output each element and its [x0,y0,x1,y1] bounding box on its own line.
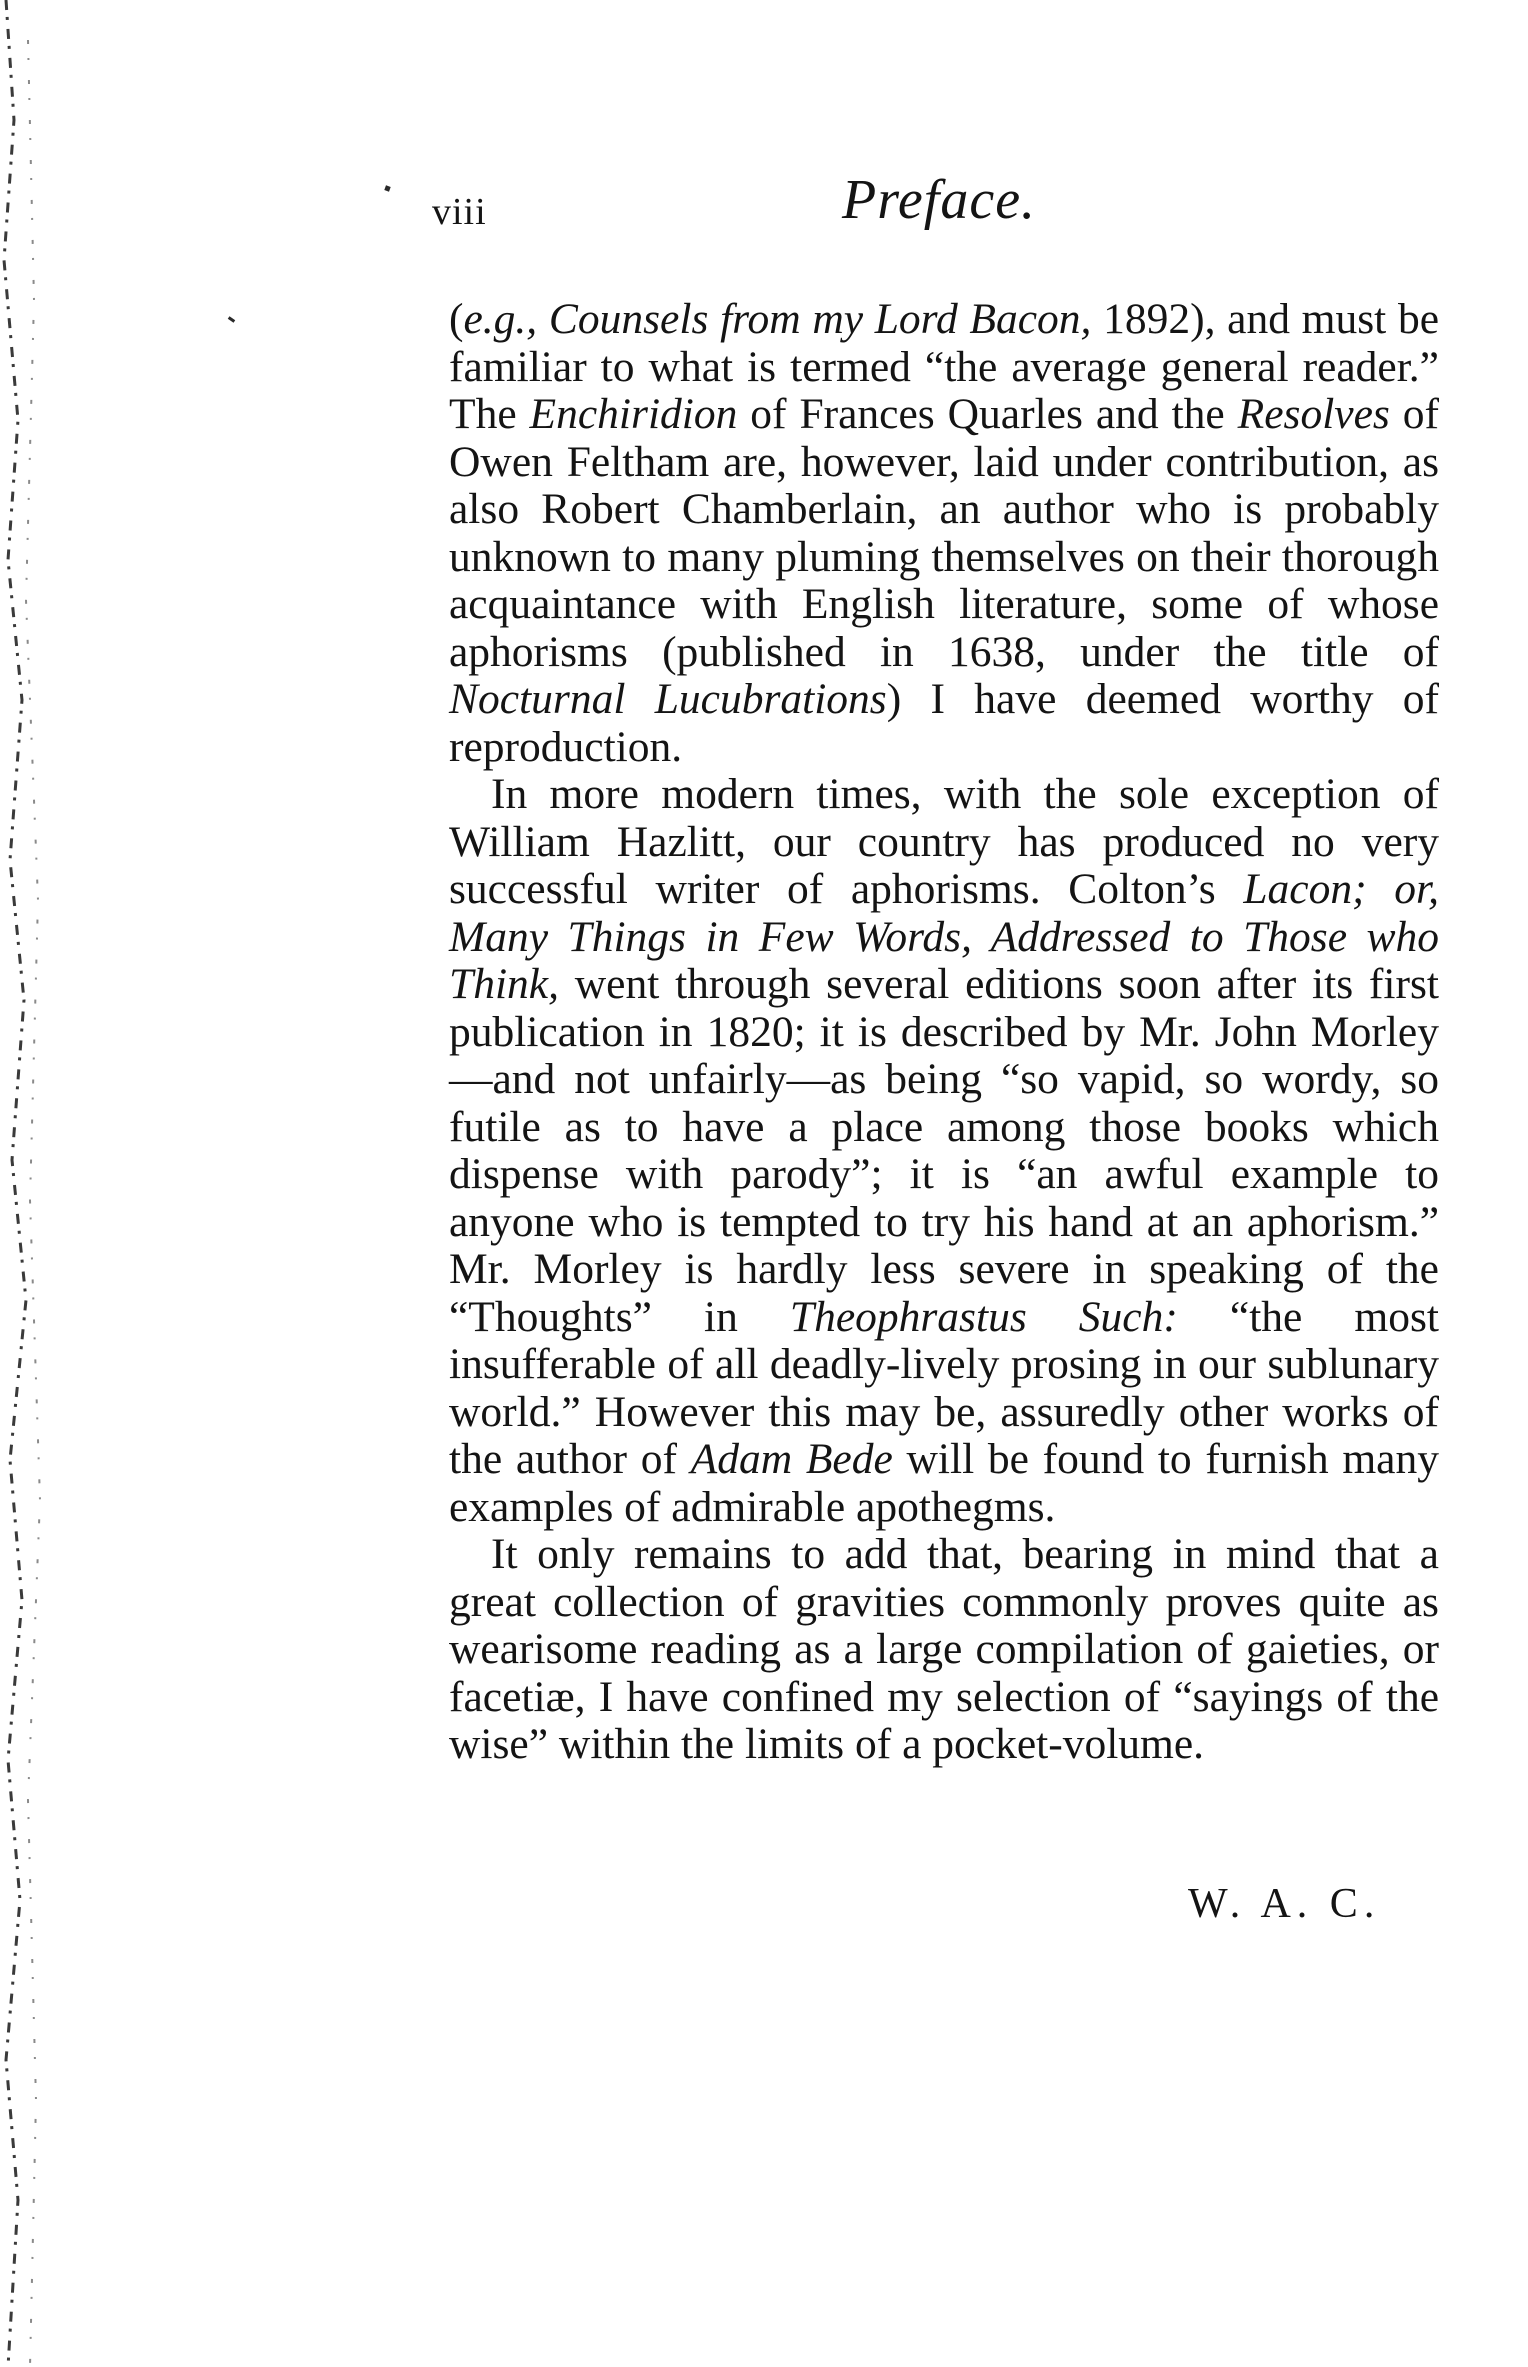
p1-italic-1: e.g., Counsels from my Lord Bacon, [463,295,1092,343]
paragraph-2 [449,771,1439,1531]
stray-mark-left [228,316,235,322]
p1-italic-4: Nocturnal Lucubrations [449,675,887,723]
p2-italic-1: Lacon; or, Many Things in Few Words, Addressed to Those who Think, [449,865,1439,1008]
page-number: viii [432,191,487,233]
p2-text-2: went through several editions soon after its first publication in 1820; it is described by Mr. John Morley—and not unfairly—as being “so vapid, so wordy, so futile as to have a place among those books which dispense with parody”; it is “an awful example to anyone who is tempted to try his hand at an aphorism.” Mr. Morley is hardly less severe in speaking of the “Thoughts” in [449,960,1439,1341]
p1-text-1: ( [449,295,464,343]
p2-italic-2: Theophrastus Such: [789,1292,1178,1341]
paragraph-1 [449,296,1439,771]
stray-mark-top [384,185,390,191]
p1-italic-2: Enchiridion [529,390,738,438]
preface-body [449,296,1439,1769]
p2-text-1: In more modern times, with the sole exception of William Hazlitt, our country has produced no very successful writer of aphorisms. Colton’s [449,770,1439,913]
p2-italic-3: Adam Bede [690,1435,893,1483]
p1-text-2: 1892), and must be familiar to what is termed “the average general reader.” The [449,295,1440,438]
p1-text-4: of Owen Feltham are, however, laid under contribution, as also Robert Chamberlain, an author who is probably unknown to many pluming themselves on their thorough acquaintance with English literature, some of whose aphorisms (published in 1638, under the title of [449,390,1439,676]
running-title: Preface. [842,169,1037,231]
signature-initials: W. A. C. [1188,1881,1381,1927]
p1-text-3: of Frances Quarles and the [737,390,1238,438]
p3-text-1: It only remains to add that, bearing in mind that a great collection of gravities commonly proves quite as wearisome reading as a large compilation of gaieties, or facetiæ, I have confined my selection of “sayings of the wise” within the limits of a pocket-volume. [449,1530,1439,1768]
p1-italic-3: Resolves [1237,390,1390,438]
p1-text-5: ) I have deemed worthy of reproduction. [449,675,1439,771]
binding-edge-shadow [0,0,60,2367]
paragraph-3 [449,1531,1439,1769]
p2-text-3: “the most insufferable of all deadly-lively prosing in our sublunary world.” However this may be, assuredly other works of the author of [449,1292,1439,1483]
p2-text-4: will be found to furnish many examples of admirable apothegms. [449,1435,1439,1531]
